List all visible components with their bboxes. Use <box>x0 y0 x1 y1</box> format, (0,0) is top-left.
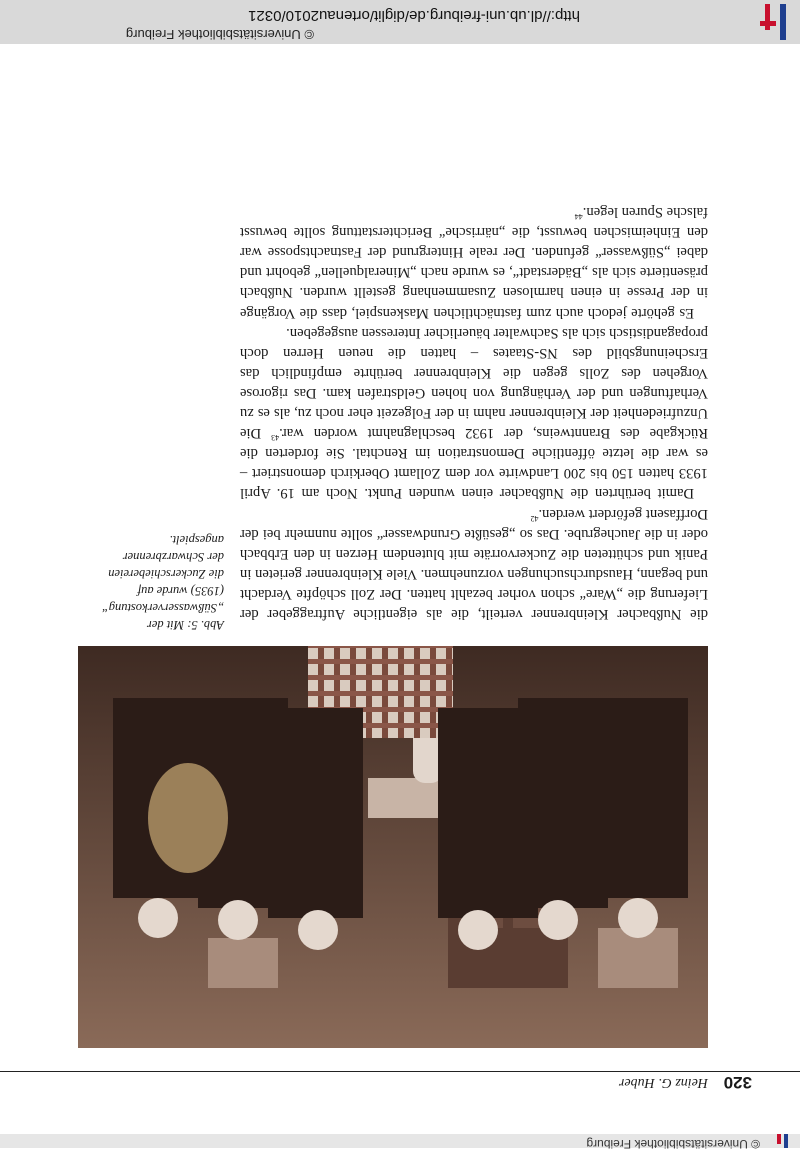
paragraph <box>240 503 708 624</box>
caption-line: (1935) wurde auf <box>137 584 224 598</box>
historic-photo <box>78 646 708 1048</box>
footnote-ref: 42 <box>530 513 539 523</box>
library-logo-icon <box>748 0 800 44</box>
footnote-ref: 43 <box>271 433 280 443</box>
paragraph-text: Damit berührten die Nußbacher einen wunden Punkt. Noch am 19. April 1933 hatten 150 bis 200 Landwirte vor dem Zollamt Oberkirch demonstriert – es war die letzte öffentliche Demonstration im Renchtal. Sie forderten die Rückgabe des Branntweins, der 1932 beschlagnahmt worden war. <box>240 425 708 502</box>
footnote-ref: 44 <box>574 211 583 221</box>
caption-line: Abb. 5: Mit der <box>146 618 224 632</box>
paragraph-text: Die Unzufriedenheit der Kleinbrenner nahm in der Folgezeit eher noch zu, als es zu Verhaftungen und der Verhängung von hohen Geldstrafen kam. Das rigorose Vorgehen des Zolls gegen die Kleinbrenner berührte empfindlich das Erscheinungsbild des NS-Staates – hatten die neuen Herren doch propagandistisch sich als Sachwalter bäuerlicher Interessen ausgegeben. <box>240 324 708 442</box>
bottom-url-band <box>0 0 800 44</box>
caption-line: angespielt. <box>169 533 224 547</box>
header-rule <box>0 1071 800 1072</box>
top-watermark-band <box>0 1134 800 1151</box>
figure-caption <box>34 531 224 633</box>
body-text <box>240 202 708 624</box>
top-watermark-text: © Universitätsbibliothek Freiburg <box>586 1137 760 1151</box>
author-name: Heinz G. Huber <box>618 1075 708 1090</box>
photo-image <box>78 646 708 1048</box>
library-credit: © Universitätsbibliothek Freiburg <box>125 27 314 42</box>
caption-line: der Schwarzbrenner <box>122 550 224 564</box>
running-head <box>0 1074 800 1092</box>
caption-line: die Zuckerschiebereien <box>108 567 224 581</box>
caption-line: „Süßwasserverkostung“ <box>101 601 224 615</box>
paragraph-text: Es gehörte jedoch auch zum fastnächtlichen Maskenspiel, dass die Vorgänge in der Presse in einen harmlosen Zusammenhang gestellt wurden. Nußbach präsentierte sich als „Bäderstadt“, es wurde nach „Mineralquellen“ gebohrt und dabei „Süßwasser“ gefunden. Der reale Hintergrund der Fastnachtsposse war den Einheimischen bewusst, die „närrische“ Berichterstattung sollte bewusst falsche Spuren legen. <box>240 204 708 321</box>
source-url-link[interactable]: http://dl.ub.uni-freiburg.de/diglit/ortenau2010/0321 <box>248 7 580 24</box>
paragraph <box>240 323 708 504</box>
library-logo-icon <box>766 1134 794 1148</box>
page-number: 320 <box>723 1073 752 1092</box>
paragraph <box>240 202 708 323</box>
paragraph-text: die Nußbacher Kleinbrenner verteilt, die als eigentliche Auftraggeber der Lieferung die „Ware“ schon vorher bezahlt hatten. Der Zoll schöpfte Verdacht und begann, Hausdurchsuchungen vorzunehmen. Viele Kleinbrenner gerieten in Panik und schütteten die Zuckervorräte mit blutendem Herzen in den Erbbach oder in die Jauchegrube. Das so „gesüßte Grundwasser“ sollte nunmehr bei der Dorffasent gefördert werden. <box>240 505 708 622</box>
